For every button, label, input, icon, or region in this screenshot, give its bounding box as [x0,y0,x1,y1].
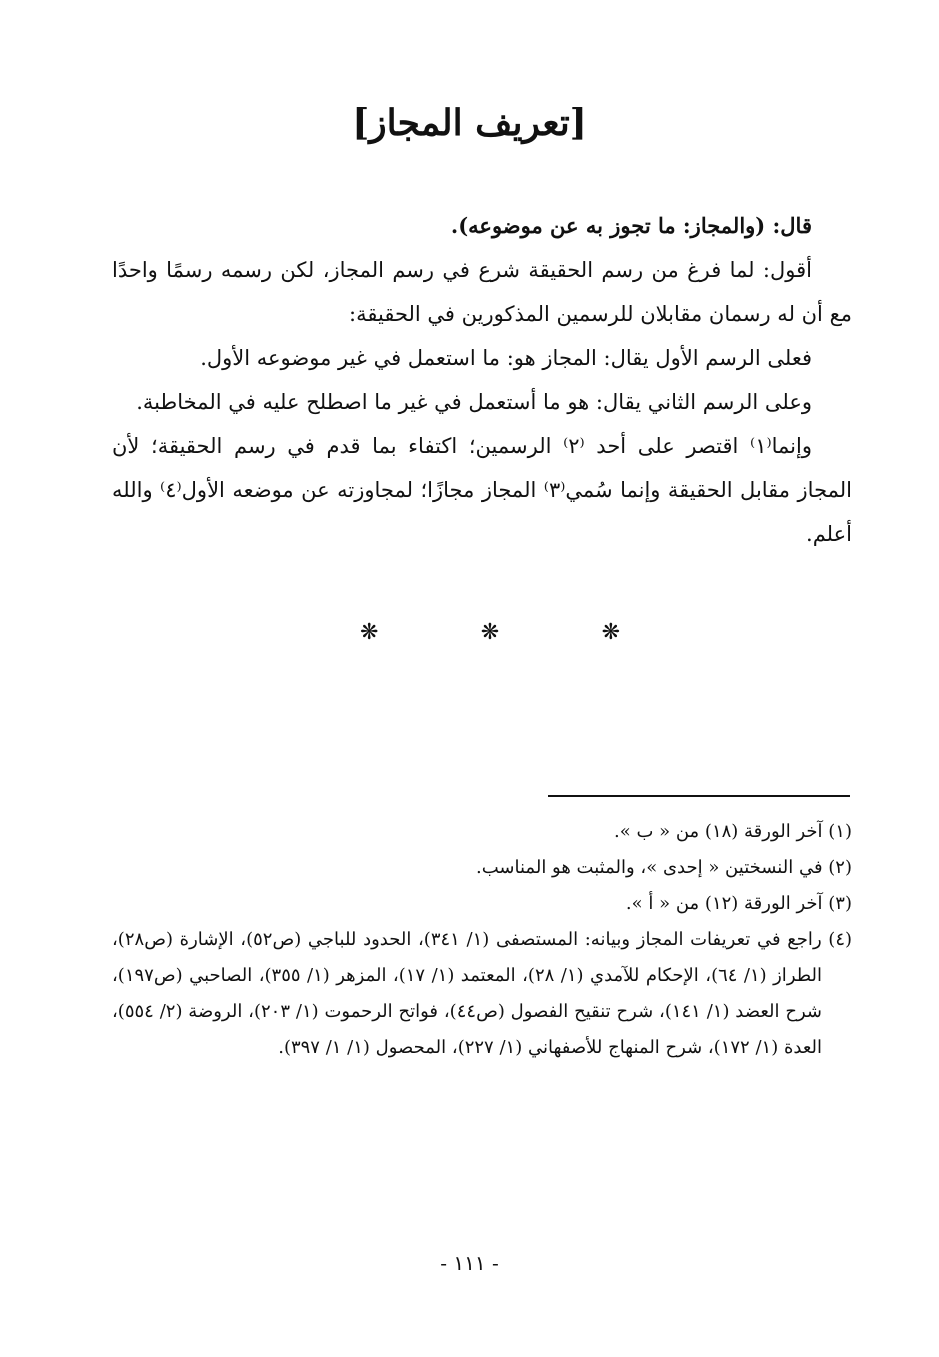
paragraph-conclusion: وإنما⁽١⁾ اقتصر على أحد ⁽٢⁾ الرسمين؛ اكتفاء بما قدم في رسم الحقيقة؛ لأن المجاز مقابل الحقيقة وإنما سُمي⁽٣⁾ المجاز مجازًا؛ لمجاوزته عن موضعه الأول⁽٤⁾ والله أعلم. [112,434,852,546]
footnote-2: (٢) في النسختين « إحدى »، والمثبت هو المناسب. [476,857,852,878]
separator-star: ❋ [360,620,379,645]
page-number: - ١١١ - [440,1251,499,1275]
footnote-1: (١) آخر الورقة (١٨) من « ب ». [613,821,852,842]
footnote-4: (٤) راجع في تعريفات المجاز وبيانه: المستصفى (١/ ٣٤١)، الحدود للباجي (ص٥٢)، الإشارة (ص٢٨)، الطراز (١/ ٦٤)، الإحكام للآمدي (١/ ٢٨)، المعتمد (١/ ١٧)، المزهر (١/ ٣٥٥)، الصاحبي (ص١٩٧)، شرح العضد (١/ ١٤١)، شرح تنقيح الفصول (ص٤٤)، فواتح الرحموت (١/ ٢٠٣)، الروضة (٢/ ٥٥٤)، العدة (١/ ١٧٢)، شرح المنهاج للأصفهاني (١/ ٢٢٧)، المحصول (١/ ١/ ٣٩٧). [112,929,853,1058]
section-heading: [تعريف المجاز] [352,102,587,144]
paragraph-first-definition: فعلى الرسم الأول يقال: المجاز هو: ما استعمل في غير موضوعه الأول. [200,346,812,370]
paragraph-second-definition: وعلى الرسم الثاني يقال: هو ما أستعمل في غير ما اصطلح عليه في المخاطبة. [136,390,812,414]
main-text [112,204,852,556]
footnote-divider [548,795,850,797]
footnotes [112,814,852,1066]
separator-star: ❋ [601,620,620,645]
paragraph-quote: قال: (والمجاز: ما تجوز به عن موضوعه). [450,213,812,238]
section-separator [360,620,620,645]
footnote-3: (٣) آخر الورقة (١٢) من « أ ». [625,893,852,914]
separator-star: ❋ [480,620,500,645]
paragraph-commentary: أقول: لما فرغ من رسم الحقيقة شرع في رسم المجاز، لكن رسمه رسمًا واحدًا مع أن له رسمان مقابلان للرسمين المذكورين في الحقيقة: [112,258,852,326]
